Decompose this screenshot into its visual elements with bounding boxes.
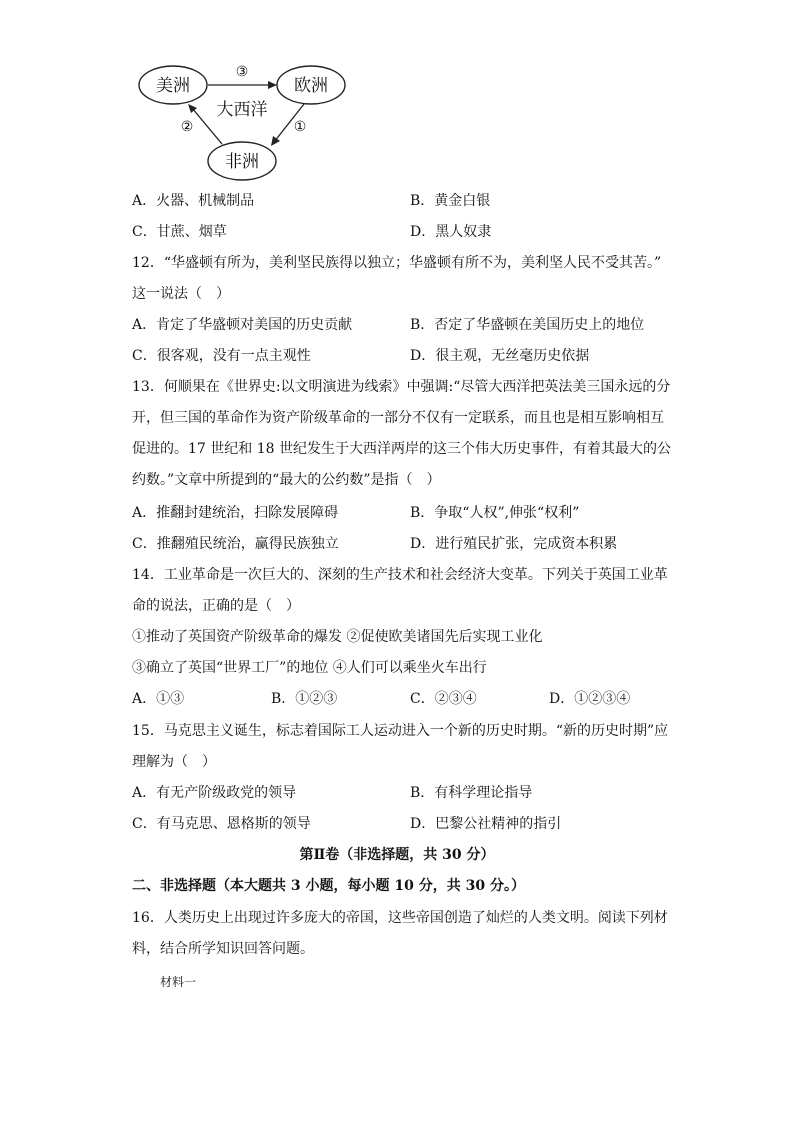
q14-item-line1: ①推动了英国资产阶级革命的爆发 ②促使欧美诸国先后实现工业化 [132, 629, 543, 645]
q13-option-d: D．进行殖民扩张，完成资本积累 [410, 536, 618, 552]
arrow-two-label: ② [180, 119, 194, 135]
arrow-three-label: ③ [235, 64, 249, 80]
q12-option-d: D．很主观，无丝毫历史依据 [410, 348, 590, 364]
q11-option-d: D．黑人奴隶 [410, 224, 492, 240]
part2-title: 第Ⅱ卷（非选择题，共 30 分） [299, 847, 495, 863]
part2-heading: 二、非选择题（本大题共 3 小题，每小题 10 分，共 30 分。） [132, 878, 525, 894]
q16-stem-line2: 料，结合所学知识回答问题。 [132, 941, 314, 957]
q15-stem-line2: 理解为（ ） [132, 754, 216, 770]
q13-stem-line1: 13．何顺果在《世界史:以文明演进为线索》中强调:“尽管大西洋把英法美三国永远的分 [132, 379, 671, 395]
triangle-trade-diagram [132, 58, 352, 188]
q13-stem-line3: 促进的。17 世纪和 18 世纪发生于大西洋两岸的这三个伟大历史事件，有着其最大的公 [132, 441, 671, 457]
q14-option-c: C．②③④ [410, 691, 477, 707]
arrowhead-icon [268, 81, 277, 89]
q11-option-b: B．黄金白银 [410, 193, 491, 209]
q15-option-a: A．有无产阶级政党的领导 [132, 785, 297, 801]
q12-option-a: A．肯定了华盛顿对美国的历史贡献 [132, 317, 353, 333]
q15-stem-line1: 15．马克思主义诞生，标志着国际工人运动进入一个新的历史时期。“新的历史时期”应 [132, 723, 669, 739]
q16-stem-line1: 16．人类历史上出现过许多庞大的帝国，这些帝国创造了灿烂的人类文明。阅读下列材 [132, 910, 668, 926]
q11-option-c: C．甘蔗、烟草 [132, 224, 227, 240]
q15-option-c: C．有马克思、恩格斯的领导 [132, 816, 311, 832]
q13-option-b: B．争取“人权”,伸张“权利” [410, 505, 580, 521]
q12-stem-line2: 这一说法（ ） [132, 286, 230, 302]
q14-option-d: D．①②③④ [549, 691, 631, 707]
q14-option-b: B．①②③ [271, 691, 338, 707]
atlantic-label: 大西洋 [216, 100, 268, 120]
q13-option-c: C．推翻殖民统治，赢得民族独立 [132, 536, 339, 552]
americas-label: 美洲 [156, 76, 190, 96]
q15-option-d: D．巴黎公社精神的指引 [410, 816, 562, 832]
q16-material-label: 材料一 [160, 975, 197, 989]
arrow-one-label: ① [293, 119, 307, 135]
q15-option-b: B．有科学理论指导 [410, 785, 533, 801]
q14-option-a: A．①③ [132, 691, 185, 707]
africa-label: 非洲 [225, 152, 259, 172]
arrowhead-icon [271, 136, 280, 146]
q14-stem-line1: 14．工业革命是一次巨大的、深刻的生产技术和社会经济大变革。下列关于英国工业革 [132, 567, 668, 583]
q14-stem-line2: 命的说法，正确的是（ ） [132, 598, 300, 614]
q11-option-a: A．火器、机械制品 [132, 193, 255, 209]
q13-stem-line4: 约数。”文章中所提到的“最大的公约数”是指（ ） [132, 472, 441, 488]
q12-option-c: C．很客观，没有一点主观性 [132, 348, 311, 364]
q14-item-line2: ③确立了英国“世界工厂”的地位 ④人们可以乘坐火车出行 [132, 660, 487, 676]
europe-label: 欧洲 [294, 76, 328, 96]
q13-stem-line2: 开，但三国的革命作为资产阶级革命的一部分不仅有一定联系，而且也是相互影响相互 [132, 410, 664, 426]
q12-stem-line1: 12．“华盛顿有所为，美利坚民族得以独立；华盛顿有所不为，美利坚人民不受其苦。” [132, 255, 662, 271]
q13-option-a: A．推翻封建统治，扫除发展障碍 [132, 505, 339, 521]
q12-option-b: B．否定了华盛顿在美国历史上的地位 [410, 317, 645, 333]
